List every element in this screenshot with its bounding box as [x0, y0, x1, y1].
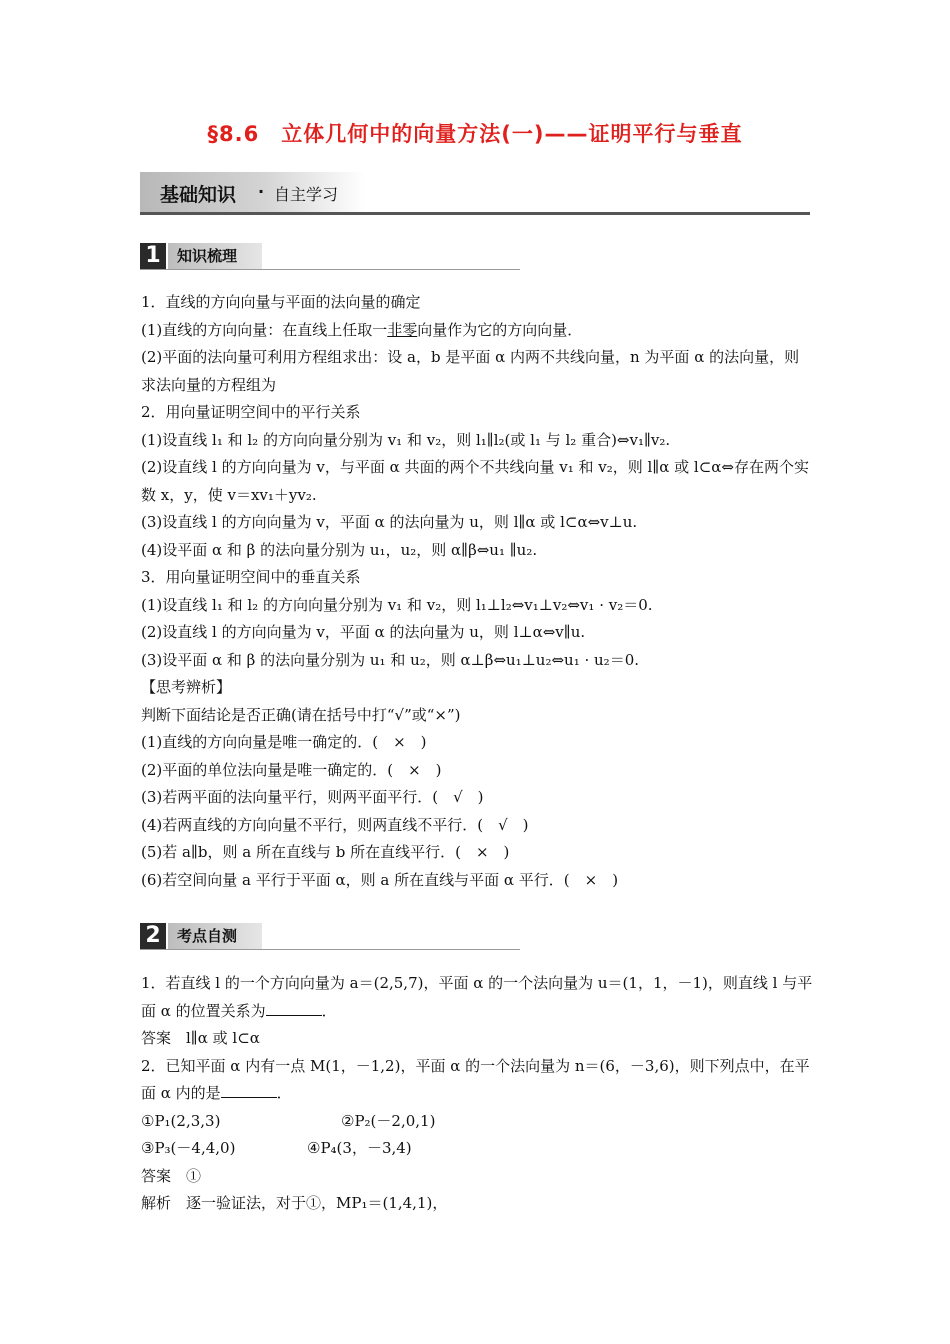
section-header-selftest	[140, 923, 520, 950]
text-line: (2)平面的法向量可利用方程组求出：设 a，b 是平面 α 内两不共线向量，n 为平面 α 的法向量，则求法向量的方程组为	[141, 348, 800, 394]
answer-text: 答案 l∥α 或 l⊂α	[141, 1029, 260, 1047]
text-line: (1)设直线 l₁ 和 l₂ 的方向向量分别为 v₁ 和 v₂，则 l₁⊥l₂⇔v₁⊥v₂⇔v₁ · v₂＝0.	[141, 595, 653, 614]
knowledge-content	[141, 289, 813, 894]
text-line: (1)直线的方向向量是唯一确定的．( × )	[141, 733, 427, 751]
section-header-knowledge	[140, 243, 520, 270]
text-line: (4)若两直线的方向向量不平行，则两直线不平行．( √ )	[141, 815, 529, 834]
question-text: 1．若直线 l 的一个方向向量为 a＝(2,5,7)，平面 α 的一个法向量为 u＝(1，1，－1)，则直线 l 与平面 α 的位置关系为 ．	[141, 974, 813, 1020]
answer-blank	[221, 1083, 277, 1098]
option: ②P₂(－2,0,1)	[341, 1111, 436, 1130]
option: ③P₃(－4,4,0)	[141, 1139, 236, 1157]
banner-sub: 自主学习	[274, 185, 339, 204]
selftest-content	[141, 970, 813, 1218]
text-line: (3)设平面 α 和 β 的法向量分别为 u₁ 和 u₂，则 α⊥β⇔u₁⊥u₂⇔u₁ · u₂＝0.	[141, 650, 640, 669]
text-line: (3)若两平面的法向量平行，则两平面平行．( √ )	[141, 788, 484, 806]
page-title: §8.6 立体几何中的向量方法(一)——证明平行与垂直	[207, 122, 743, 146]
text-line: (5)若 a∥b，则 a 所在直线与 b 所在直线平行．( × )	[141, 843, 510, 861]
answer-text: 答案 ①	[141, 1166, 202, 1185]
section-number: 2	[140, 923, 166, 949]
text-line: 3．用向量证明空间中的垂直关系	[141, 568, 361, 586]
section-label: 知识梳理	[168, 243, 262, 269]
options-row	[141, 1135, 813, 1163]
text-line: 2．用向量证明空间中的平行关系	[141, 403, 361, 421]
option: ①P₁(2,3,3)	[141, 1111, 221, 1130]
text-line: 判断下面结论是否正确(请在括号中打“√”或“×”)	[141, 705, 461, 724]
text-line: 1．直线的方向向量与平面的法向量的确定	[141, 293, 421, 311]
section-number: 1	[140, 243, 166, 269]
question-text: 2．已知平面 α 内有一点 M(1，－1,2)，平面 α 的一个法向量为 n＝(6，－3,6)，则下列点中，在平面 α 内的是 ．	[141, 1056, 810, 1102]
text-line: (1)直线的方向向量：在直线上任取一非零向量作为它的方向向量．	[141, 320, 583, 339]
text-line: (2)平面的单位法向量是唯一确定的．( × )	[141, 760, 442, 779]
underlined-term: 非零	[387, 320, 418, 339]
banner-main: 基础知识	[160, 184, 237, 206]
text-line: (6)若空间向量 a 平行于平面 α，则 a 所在直线与平面 α 平行．( × )	[141, 870, 619, 889]
text-line: (4)设平面 α 和 β 的法向量分别为 u₁，u₂，则 α∥β⇔u₁ ∥u₂.	[141, 540, 538, 559]
text-line: 【思考辨析】	[141, 678, 232, 696]
text-line: (2)设直线 l 的方向向量为 v，平面 α 的法向量为 u，则 l⊥α⇔v∥u.	[141, 623, 586, 641]
text-line: (2)设直线 l 的方向向量为 v，与平面 α 共面的两个不共线向量 v₁ 和 v₂，则 l∥α 或 l⊂α⇔存在两个实数 x，y，使 v＝xv₁＋yv₂.	[141, 458, 809, 504]
analysis-text: 解析 逐一验证法，对于①，MP₁＝(1,4,1)，	[141, 1194, 448, 1212]
text-line: (3)设直线 l 的方向向量为 v，平面 α 的法向量为 u，则 l∥α 或 l⊂α⇔v⊥u.	[141, 513, 638, 531]
banner-separator: ·	[258, 182, 265, 201]
answer-blank	[266, 1001, 322, 1016]
section-label: 考点自测	[168, 923, 262, 949]
text-line: (1)设直线 l₁ 和 l₂ 的方向向量分别为 v₁ 和 v₂，则 l₁∥l₂(或 l₁ 与 l₂ 重合)⇔v₁∥v₂.	[141, 430, 671, 449]
option: ④P₄(3，－3,4)	[307, 1139, 412, 1157]
section-banner	[140, 172, 810, 215]
options-row	[141, 1108, 813, 1136]
